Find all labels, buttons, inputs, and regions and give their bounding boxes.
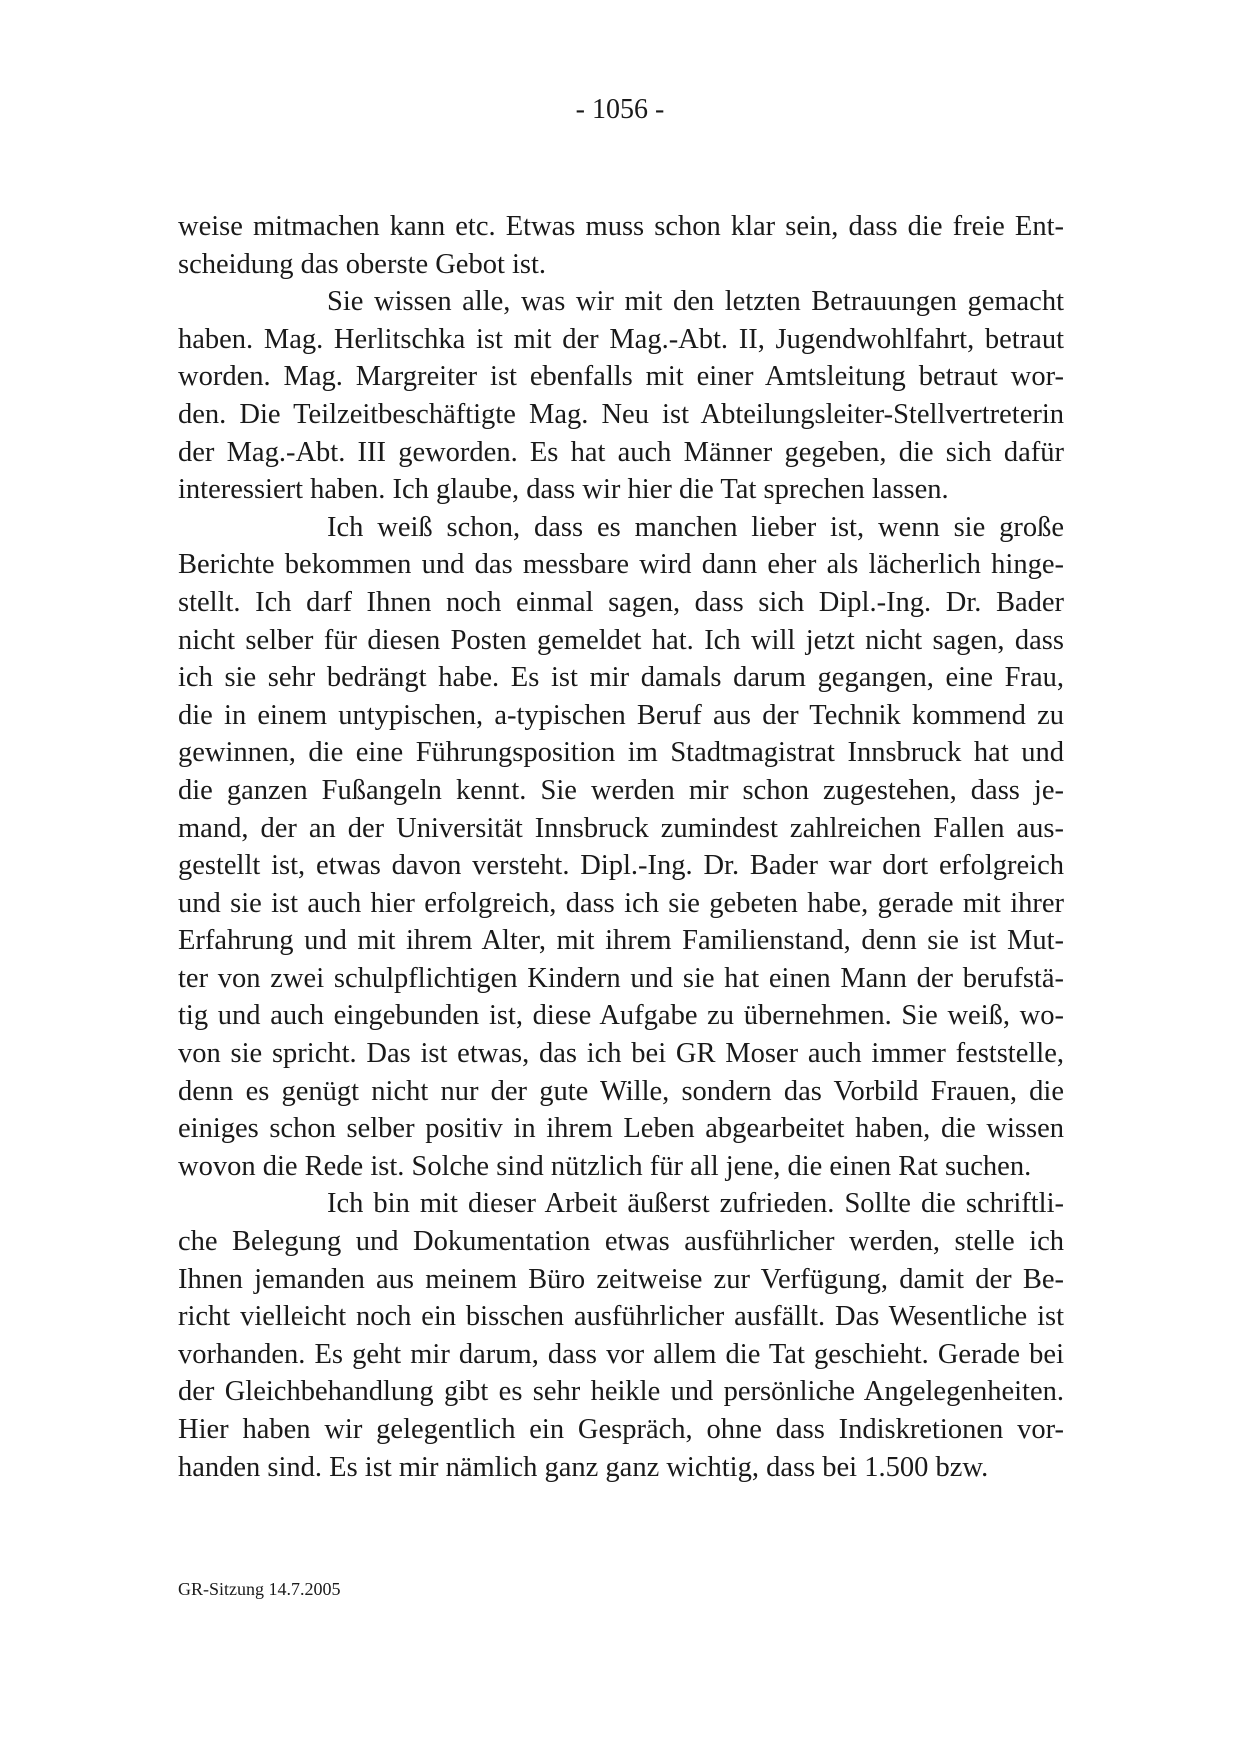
text-line: denn es genügt nicht nur der gute Wille, sondern das Vorbild Frauen, die [178,1075,1064,1107]
text-line: Ihnen jemanden aus meinem Büro zeitweise zur Verfügung, damit der Be- [178,1263,1064,1295]
text-line: tig und auch eingebunden ist, diese Aufgabe zu übernehmen. Sie weiß, wo- [178,1000,1064,1032]
text-line: scheidung das oberste Gebot ist. [178,248,547,280]
page-number: - 1056 - [575,94,665,125]
footer-session-date: GR-Sitzung 14.7.2005 [178,1579,341,1599]
text-line: Sie wissen alle, was wir mit den letzten Betrauungen gemacht [327,286,1064,318]
text-line: ich sie sehr bedrängt habe. Es ist mir damals darum gegangen, eine Frau, [178,662,1064,694]
text-line: Ich weiß schon, dass es manchen lieber ist, wenn sie große [327,511,1064,543]
text-line: handen sind. Es ist mir nämlich ganz ganz wichtig, dass bei 1.500 bzw. [178,1451,989,1483]
body-text [178,208,1064,1486]
text-line: von sie spricht. Das ist etwas, das ich bei GR Moser auch immer feststelle, [178,1038,1064,1070]
text-line: gestellt ist, etwas davon versteht. Dipl.-Ing. Dr. Bader war dort erfolgreich [178,850,1064,882]
text-line: der Mag.-Abt. III geworden. Es hat auch Männer gegeben, die sich dafür [178,436,1064,468]
text-line: Berichte bekommen und das messbare wird dann eher als lächerlich hinge- [178,549,1064,581]
text-line: Ich bin mit dieser Arbeit äußerst zufrieden. Sollte die schriftli- [327,1188,1064,1220]
text-line: ter von zwei schulpflichtigen Kindern und sie hat einen Mann der berufstä- [178,962,1064,994]
text-line: worden. Mag. Margreiter ist ebenfalls mit einer Amtsleitung betraut wor- [178,361,1064,393]
text-line: gewinnen, die eine Führungsposition im Stadtmagistrat Innsbruck hat und [178,737,1064,769]
text-line: nicht selber für diesen Posten gemeldet hat. Ich will jetzt nicht sagen, dass [178,624,1064,656]
text-line: den. Die Teilzeitbeschäftigte Mag. Neu ist Abteilungsleiter-Stellvertreterin [178,398,1064,430]
text-line: und sie ist auch hier erfolgreich, dass ich sie gebeten habe, gerade mit ihrer [178,887,1064,919]
text-line: Erfahrung und mit ihrem Alter, mit ihrem Familienstand, denn sie ist Mut- [178,925,1064,957]
text-line: Hier haben wir gelegentlich ein Gespräch, ohne dass Indiskretionen vor- [178,1414,1064,1445]
text-line: haben. Mag. Herlitschka ist mit der Mag.-Abt. II, Jugendwohlfahrt, betraut [178,323,1064,355]
text-line: wovon die Rede ist. Solche sind nützlich für all jene, die einen Rat suchen. [178,1150,1032,1182]
text-line: die in einem untypischen, a-typischen Beruf aus der Technik kommend zu [178,699,1064,731]
text-line: mand, der an der Universität Innsbruck zumindest zahlreichen Fallen aus- [178,812,1064,844]
text-line: interessiert haben. Ich glaube, dass wir hier die Tat sprechen lassen. [178,474,949,506]
text-line: vorhanden. Es geht mir darum, dass vor allem die Tat geschieht. Gerade bei [178,1338,1064,1370]
text-line: der Gleichbehandlung gibt es sehr heikle und persönliche Angelegenheiten. [178,1376,1064,1408]
text-line: weise mitmachen kann etc. Etwas muss schon klar sein, dass die freie Ent- [178,211,1064,242]
text-line: einiges schon selber positiv in ihrem Leben abgearbeitet haben, die wissen [178,1113,1064,1145]
text-line: stellt. Ich darf Ihnen noch einmal sagen, dass sich Dipl.-Ing. Dr. Bader [178,586,1064,618]
text-line: die ganzen Fußangeln kennt. Sie werden mir schon zugestehen, dass je- [178,774,1064,806]
text-line: richt vielleicht noch ein bisschen ausführlicher ausfällt. Das Wesentliche ist [178,1301,1064,1333]
text-line: che Belegung und Dokumentation etwas ausführlicher werden, stelle ich [178,1226,1064,1258]
